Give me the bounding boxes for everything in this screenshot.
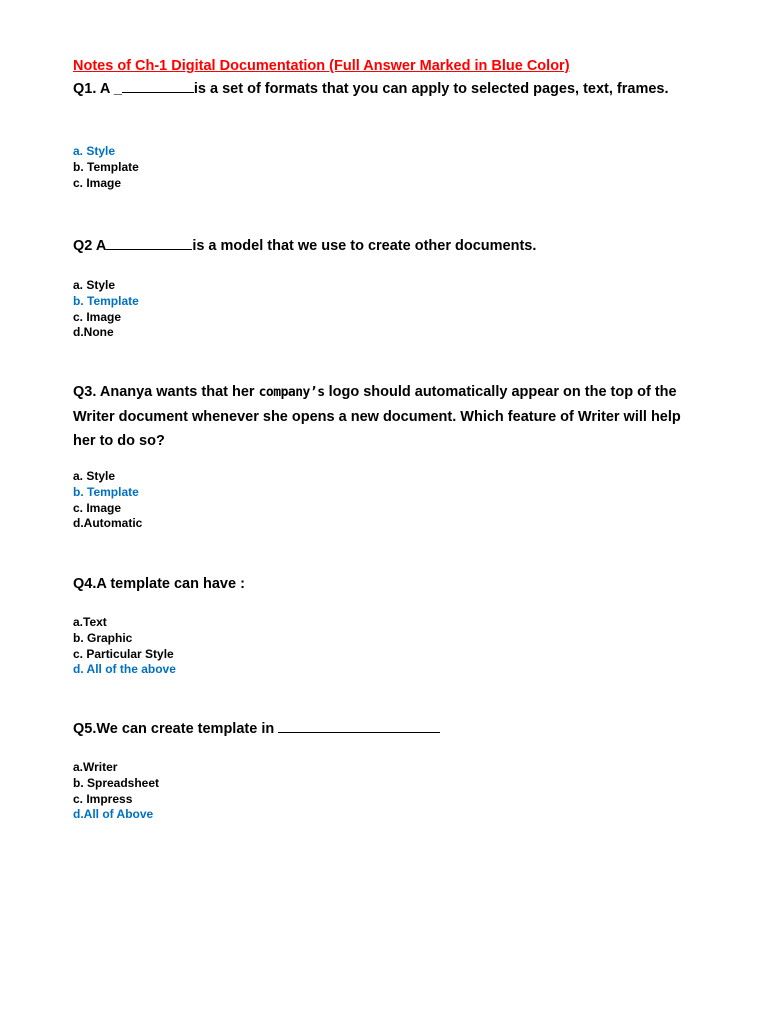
question-3-options: [73, 469, 142, 532]
option-q4-b: b. Graphic: [73, 630, 133, 645]
option-q5-c: c. Impress: [73, 791, 133, 806]
option-q4-c: c. Particular Style: [73, 646, 174, 661]
question-1-suffix: is a set of formats that you can apply to selected pages, text, frames.: [193, 81, 669, 97]
option-q4-a: a.Text: [73, 615, 107, 629]
question-4: [73, 572, 693, 596]
question-2-blank: [106, 237, 192, 250]
option-q2-a: a. Style: [73, 278, 116, 292]
question-1: [73, 77, 693, 101]
option-q4-d: d. All of the above: [73, 662, 176, 677]
question-4-options: [73, 615, 176, 678]
option-q2-c: c. Image: [73, 309, 122, 324]
option-q1-c: c. Image: [73, 175, 122, 190]
option-q2-d: d.None: [73, 325, 114, 340]
question-3-text-after: logo should automatically appear on the top of the Writer document whenever she opens a new document. Which feature of Writer will help her to do so?: [73, 384, 681, 449]
question-5-prefix: Q5.We can create template in: [73, 721, 279, 737]
option-q5-b: b. Spreadsheet: [73, 775, 160, 790]
question-3-text-mono: company’s: [258, 385, 325, 400]
option-q2-b: b. Template: [73, 293, 139, 308]
question-2-suffix: is a model that we use to create other documents.: [192, 238, 537, 254]
option-q3-d: d.Automatic: [73, 516, 143, 531]
option-q3-b: b. Template: [73, 484, 139, 499]
page-title: Notes of Ch-1 Digital Documentation (Full Answer Marked in Blue Color): [73, 58, 570, 74]
question-1-options: [73, 144, 139, 191]
question-2-options: [73, 278, 139, 341]
question-2-prefix: Q2 A: [73, 238, 107, 254]
option-q3-a: a. Style: [73, 469, 116, 483]
option-q3-c: c. Image: [73, 500, 122, 515]
option-q1-b: b. Template: [73, 159, 139, 174]
question-3-text-before: Q3. Ananya wants that her: [73, 384, 259, 400]
option-q5-a: a.Writer: [73, 760, 118, 774]
option-q1-a: a. Style: [73, 144, 116, 158]
question-5: [73, 717, 693, 741]
question-1-prefix: Q1. A _: [73, 81, 122, 97]
question-1-blank: [122, 80, 194, 93]
question-5-options: [73, 760, 159, 823]
option-q5-d: d.All of Above: [73, 807, 154, 822]
question-2: [73, 234, 693, 258]
question-4-text: Q4.A template can have :: [73, 576, 245, 592]
question-5-blank: [278, 720, 440, 733]
question-3: [73, 380, 693, 453]
